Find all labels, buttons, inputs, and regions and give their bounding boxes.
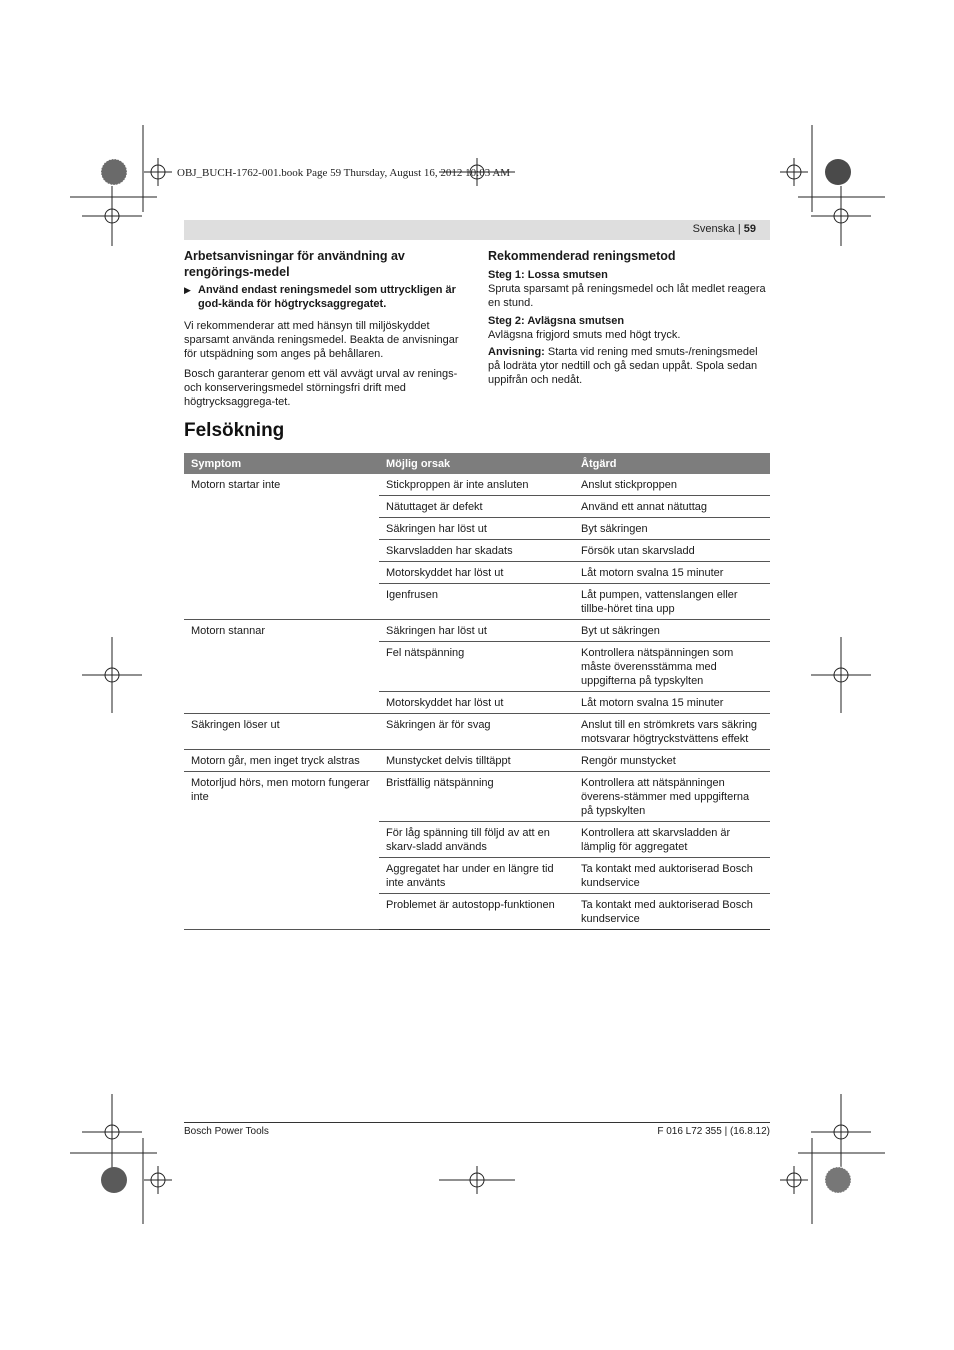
remedy-cell: Rengör munstycket — [574, 750, 770, 772]
table-header-row — [184, 453, 770, 474]
column-header: Åtgärd — [574, 453, 770, 474]
remedy-cell: Låt pumpen, vattenslangen eller tillbe-höret tina upp — [574, 584, 770, 620]
table-row — [184, 772, 770, 822]
step2-text: Avlägsna frigjord smuts med högt tryck. — [488, 329, 681, 341]
symptom-cell: Säkringen löser ut — [184, 714, 379, 750]
footer-rule — [184, 1122, 770, 1123]
remedy-cell: Byt ut säkringen — [574, 620, 770, 642]
note-label: Anvisning: — [488, 346, 545, 358]
remedy-cell: Låt motorn svalna 15 minuter — [574, 562, 770, 584]
header-language: Svenska — [692, 223, 735, 235]
step2-title: Steg 2: Avlägsna smutsen — [488, 315, 625, 327]
cause-cell: För låg spänning till följd av att en skarv-sladd används — [379, 822, 574, 858]
troubleshooting-table — [184, 453, 770, 930]
table-row — [184, 474, 770, 496]
footer-docref: F 016 L72 355 | (16.8.12) — [657, 1126, 770, 1137]
remedy-cell: Kontrollera nätspänningen som måste överensstämma med uppgifterna på typskylten — [574, 642, 770, 692]
footer-brand: Bosch Power Tools — [184, 1126, 269, 1137]
symptom-cell: Motorljud hörs, men motorn fungerar inte — [184, 772, 379, 930]
method-heading: Rekommenderad reningsmetod — [488, 249, 676, 263]
page-number: 59 — [743, 223, 756, 235]
left-column — [184, 248, 469, 415]
paragraph-1: Vi rekommenderar att med hänsyn till miljöskyddet sparsamt använda reningsmedel. Beakta de anvisningar för utspädning som anges på behållaren. — [184, 320, 459, 360]
symptom-cell: Motorn går, men inget tryck alstras — [184, 750, 379, 772]
cause-cell: Problemet är autostopp-funktionen — [379, 894, 574, 930]
column-header: Symptom — [184, 453, 379, 474]
cause-cell: Bristfällig nätspänning — [379, 772, 574, 822]
note — [488, 345, 772, 387]
remedy-cell: Anslut stickproppen — [574, 474, 770, 496]
cause-cell: Igenfrusen — [379, 584, 574, 620]
remedy-cell: Ta kontakt med auktoriserad Bosch kundservice — [574, 894, 770, 930]
remedy-cell: Byt säkringen — [574, 518, 770, 540]
table-row — [184, 620, 770, 642]
triangle-bullet-icon: ▶ — [184, 285, 191, 295]
bullet-item — [184, 283, 469, 311]
note-text: Starta vid rening med smuts-/reningsmedel på lodräta ytor nedtill och gå sedan uppåt. Spola sedan uppifrån och nedåt. — [488, 346, 758, 386]
remedy-cell: Låt motorn svalna 15 minuter — [574, 692, 770, 714]
cause-cell: Stickproppen är inte ansluten — [379, 474, 574, 496]
remedy-cell: Använd ett annat nätuttag — [574, 496, 770, 518]
section-title: Felsökning — [184, 420, 285, 441]
remedy-cell: Ta kontakt med auktoriserad Bosch kundservice — [574, 858, 770, 894]
remedy-cell: Anslut till en strömkrets vars säkring motsvarar högtryckstvättens effekt — [574, 714, 770, 750]
cause-cell: Skarvsladden har skadats — [379, 540, 574, 562]
remedy-cell: Kontrollera att nätspänningen överens-stämmer med uppgifterna på typskylten — [574, 772, 770, 822]
bullet-text: Använd endast reningsmedel som uttryckligen är god-kända för högtrycksaggregatet. — [198, 284, 456, 310]
header-separator: | — [737, 223, 741, 235]
cause-cell: Säkringen har löst ut — [379, 518, 574, 540]
cause-cell: Aggregatet har under en längre tid inte använts — [379, 858, 574, 894]
cleaning-agent-heading: Arbetsanvisningar för användning av rengörings-medel — [184, 249, 405, 279]
paragraph-2: Bosch garanterar genom ett väl avvägt urval av renings- och konserveringsmedel störningsfri drift med högtrycksaggrega-tet. — [184, 368, 458, 408]
page-header — [184, 220, 770, 240]
cause-cell: Motorskyddet har löst ut — [379, 692, 574, 714]
header-text — [693, 223, 756, 235]
cause-cell: Fel nätspänning — [379, 642, 574, 692]
cause-cell: Säkringen är för svag — [379, 714, 574, 750]
step1-title: Steg 1: Lossa smutsen — [488, 269, 608, 281]
table-row — [184, 714, 770, 750]
remedy-cell: Försök utan skarvsladd — [574, 540, 770, 562]
remedy-cell: Kontrollera att skarvsladden är lämplig för aggregatet — [574, 822, 770, 858]
cause-cell: Säkringen har löst ut — [379, 620, 574, 642]
cause-cell: Munstycket delvis tilltäppt — [379, 750, 574, 772]
symptom-cell: Motorn stannar — [184, 620, 379, 714]
table-row — [184, 750, 770, 772]
print-info: OBJ_BUCH-1762-001.book Page 59 Thursday, August 16, 2012 10:03 AM — [177, 167, 511, 179]
cause-cell: Nätuttaget är defekt — [379, 496, 574, 518]
step1-text: Spruta sparsamt på reningsmedel och låt medlet reagera en stund. — [488, 283, 766, 309]
column-header: Möjlig orsak — [379, 453, 574, 474]
cause-cell: Motorskyddet har löst ut — [379, 562, 574, 584]
symptom-cell: Motorn startar inte — [184, 474, 379, 620]
right-column — [488, 248, 772, 387]
